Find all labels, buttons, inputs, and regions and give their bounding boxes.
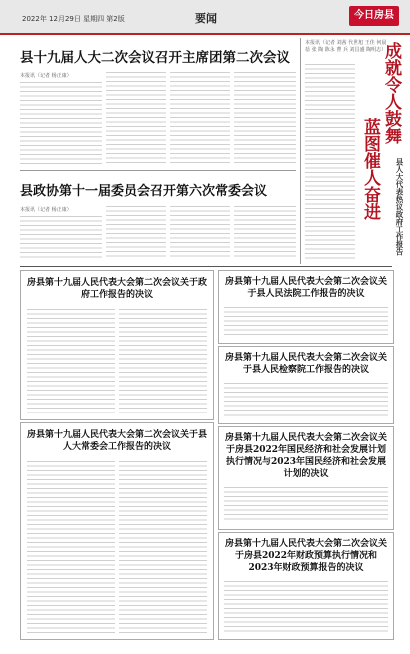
resolution-title: 房县第十九届人民代表大会第二次会议关于房县2022年国民经济和社会发展计划执行情况与2023年国民经济和社会发展计划的决议 bbox=[224, 433, 387, 479]
second-story-body-col-2 bbox=[106, 204, 166, 260]
feature-subtitle: 县人大代表热议政府工作报告 bbox=[395, 158, 404, 256]
resolution-title: 房县第十九届人民代表大会第二次会议关于县人民检察院工作报告的决议 bbox=[224, 353, 387, 375]
resolution-title: 房县第十九届人民代表大会第二次会议关于县人大常委会工作报告的决议 bbox=[27, 430, 208, 452]
top-story-body-col-1 bbox=[20, 80, 102, 166]
issue-date: 2022年 12月29日 星期四 第2版 bbox=[22, 15, 125, 23]
resolution-body-col-2 bbox=[119, 459, 207, 633]
resolution-body-col-1 bbox=[27, 459, 115, 633]
resolution-box-budget bbox=[218, 532, 394, 640]
story-divider bbox=[20, 170, 296, 171]
second-story-byline: 本报讯（记者 杨正康） bbox=[20, 207, 72, 213]
section-name: 要闻 bbox=[195, 12, 217, 25]
top-story-byline: 本报讯（记者 杨正康） bbox=[20, 73, 72, 79]
page-header bbox=[0, 0, 410, 35]
top-story-headline: 县十九届人大二次会议召开主席团第二次会议 bbox=[20, 50, 290, 66]
resolution-box-standing-committee bbox=[20, 422, 214, 640]
second-story-headline: 县政协第十一届委员会召开第六次常委会议 bbox=[20, 184, 268, 199]
resolution-box-economic-plan bbox=[218, 426, 394, 530]
feature-title-col-2: 蓝图催人奋进 bbox=[360, 118, 380, 220]
resolution-body-col-2 bbox=[119, 307, 207, 413]
resolution-body bbox=[224, 579, 388, 633]
feature-body bbox=[305, 62, 355, 260]
section-divider bbox=[20, 266, 392, 267]
resolution-title: 房县第十九届人民代表大会第二次会议关于县人民法院工作报告的决议 bbox=[224, 277, 387, 299]
top-story-body-col-3 bbox=[170, 70, 230, 166]
resolution-body bbox=[224, 305, 388, 337]
column-divider bbox=[300, 38, 301, 264]
resolution-title: 房县第十九届人民代表大会第二次会议关于房县2022年财政预算执行情况和2023年财政预算报告的决议 bbox=[224, 539, 387, 573]
feature-byline: 本报讯（记者 刘茜 代世旭 王佳 何晨蓓 张 陶 陈永 曹 兵 刘昌盛 陶明志） bbox=[305, 40, 387, 53]
resolution-body bbox=[224, 485, 388, 523]
feature-title-col-1: 成就令人鼓舞 bbox=[381, 42, 401, 144]
second-story-body-col-1 bbox=[20, 214, 102, 260]
resolution-body-col-1 bbox=[27, 307, 115, 413]
top-story-body-col-2 bbox=[106, 70, 166, 166]
second-story-body-col-4 bbox=[234, 204, 296, 260]
newspaper-logo: 今日房县 bbox=[349, 6, 399, 26]
top-story-body-col-4 bbox=[234, 70, 296, 166]
resolution-body bbox=[224, 381, 388, 417]
second-story-body-col-3 bbox=[170, 204, 230, 260]
resolution-box-government bbox=[20, 270, 214, 420]
resolution-box-procuratorate bbox=[218, 346, 394, 424]
resolution-box-court bbox=[218, 270, 394, 344]
resolution-title: 房县第十九届人民代表大会第二次会议关于政府工作报告的决议 bbox=[27, 278, 208, 300]
